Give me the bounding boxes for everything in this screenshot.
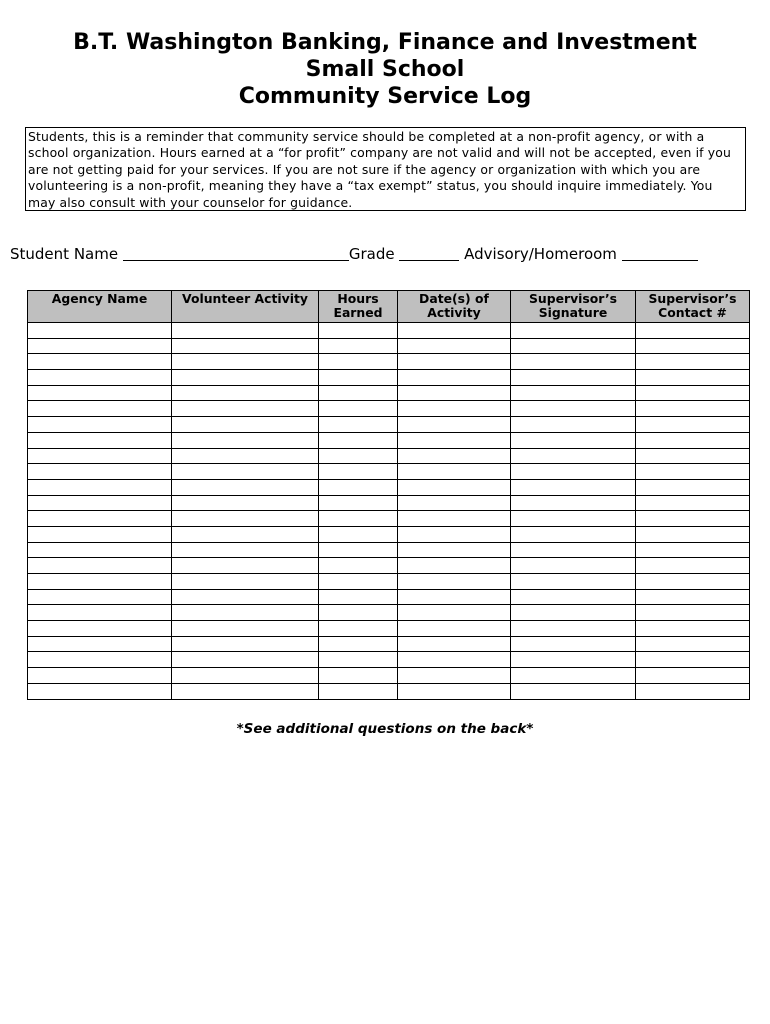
grade-label: Grade (348, 245, 395, 263)
column-header-volunteer-activity: Volunteer Activity (172, 291, 319, 323)
table-row (28, 511, 750, 527)
service-log-table (27, 290, 750, 700)
table-cell[interactable] (172, 495, 319, 511)
table-cell[interactable] (319, 479, 398, 495)
table-cell[interactable] (398, 652, 511, 668)
table-row (28, 558, 750, 574)
table-cell[interactable] (511, 495, 636, 511)
table-cell[interactable] (398, 401, 511, 417)
column-header-dates: Date(s) of Activity (398, 291, 511, 323)
table-cell[interactable] (511, 636, 636, 652)
table-cell[interactable] (319, 401, 398, 417)
table-cell[interactable] (511, 605, 636, 621)
table-cell[interactable] (636, 542, 750, 558)
table-cell[interactable] (172, 683, 319, 699)
student-name-label: Student Name (10, 245, 119, 263)
table-cell[interactable] (28, 668, 172, 684)
advisory-field[interactable] (622, 246, 698, 261)
table-cell[interactable] (28, 323, 172, 339)
table-cell[interactable] (28, 526, 172, 542)
grade-field[interactable] (399, 246, 459, 261)
document-title (0, 29, 770, 110)
table-cell[interactable] (398, 323, 511, 339)
table-row (28, 464, 750, 480)
table-cell[interactable] (28, 621, 172, 637)
table-cell[interactable] (28, 574, 172, 590)
table-cell[interactable] (172, 511, 319, 527)
title-line-3: Community Service Log (238, 84, 532, 109)
table-cell[interactable] (172, 479, 319, 495)
table-cell[interactable] (636, 448, 750, 464)
table-row (28, 605, 750, 621)
table-cell[interactable] (28, 370, 172, 386)
table-cell[interactable] (398, 385, 511, 401)
table-cell[interactable] (319, 558, 398, 574)
table-row (28, 683, 750, 699)
table-cell[interactable] (636, 464, 750, 480)
student-name-field[interactable] (123, 246, 349, 261)
column-header-supervisor-signature: Supervisor’s Signature (511, 291, 636, 323)
table-cell[interactable] (172, 589, 319, 605)
table-cell[interactable] (319, 417, 398, 433)
table-cell[interactable] (172, 323, 319, 339)
table-cell[interactable] (172, 652, 319, 668)
table-row (28, 448, 750, 464)
table-cell[interactable] (319, 636, 398, 652)
table-cell[interactable] (511, 574, 636, 590)
table-cell[interactable] (511, 668, 636, 684)
table-cell[interactable] (636, 683, 750, 699)
table-cell[interactable] (319, 432, 398, 448)
table-cell[interactable] (398, 495, 511, 511)
table-cell[interactable] (511, 370, 636, 386)
table-cell[interactable] (319, 511, 398, 527)
table-cell[interactable] (398, 464, 511, 480)
table-cell[interactable] (636, 479, 750, 495)
table-row (28, 542, 750, 558)
notice-box: Students, this is a reminder that community service should be completed at a non-profit agency, or with a school organization. Hours earned at a “for profit” company are not valid and will not be accepted, even if you are not getting paid for your services. If you are not sure if the agency or organization with which you are volunteering is a non-profit, meaning they have a “tax exempt” status, you should inquire immediately. You may also consult with your counselor for guidance. (25, 127, 746, 211)
table-body (28, 323, 750, 700)
table-cell[interactable] (511, 338, 636, 354)
table-cell[interactable] (28, 511, 172, 527)
table-cell[interactable] (511, 464, 636, 480)
table-cell[interactable] (636, 636, 750, 652)
table-cell[interactable] (511, 558, 636, 574)
table-cell[interactable] (636, 589, 750, 605)
column-header-agency-name: Agency Name (28, 291, 172, 323)
column-header-hours-earned: Hours Earned (319, 291, 398, 323)
table-cell[interactable] (511, 511, 636, 527)
table-row (28, 636, 750, 652)
table-cell[interactable] (511, 652, 636, 668)
table-row (28, 354, 750, 370)
advisory-label: Advisory/Homeroom (464, 245, 617, 263)
table-cell[interactable] (511, 683, 636, 699)
table-cell[interactable] (511, 526, 636, 542)
table-cell[interactable] (398, 526, 511, 542)
table-cell[interactable] (398, 479, 511, 495)
title-line-2: Small School (305, 57, 465, 82)
table-cell[interactable] (172, 621, 319, 637)
table-cell[interactable] (172, 448, 319, 464)
table-cell[interactable] (398, 636, 511, 652)
table-cell[interactable] (319, 448, 398, 464)
table-cell[interactable] (398, 558, 511, 574)
table-cell[interactable] (636, 526, 750, 542)
table-cell[interactable] (172, 574, 319, 590)
table-cell[interactable] (398, 589, 511, 605)
table-cell[interactable] (172, 605, 319, 621)
table-row (28, 621, 750, 637)
table-cell[interactable] (511, 479, 636, 495)
table-cell[interactable] (28, 652, 172, 668)
table-cell[interactable] (636, 385, 750, 401)
table-cell[interactable] (398, 605, 511, 621)
table-cell[interactable] (398, 417, 511, 433)
table-cell[interactable] (511, 354, 636, 370)
table-cell[interactable] (172, 354, 319, 370)
table-row (28, 370, 750, 386)
table-cell[interactable] (319, 370, 398, 386)
table-cell[interactable] (511, 432, 636, 448)
table-cell[interactable] (636, 605, 750, 621)
table-cell[interactable] (28, 432, 172, 448)
table-row (28, 479, 750, 495)
table-cell[interactable] (398, 338, 511, 354)
table-row (28, 338, 750, 354)
table-cell[interactable] (636, 401, 750, 417)
table-cell[interactable] (28, 495, 172, 511)
table-cell[interactable] (28, 354, 172, 370)
table-cell[interactable] (319, 464, 398, 480)
table-cell[interactable] (28, 417, 172, 433)
table-cell[interactable] (172, 432, 319, 448)
table-row (28, 401, 750, 417)
table-cell[interactable] (28, 589, 172, 605)
table-cell[interactable] (319, 323, 398, 339)
table-row (28, 574, 750, 590)
table-cell[interactable] (172, 417, 319, 433)
table-cell[interactable] (28, 385, 172, 401)
footer-note: *See additional questions on the back* (236, 721, 534, 737)
table-cell[interactable] (398, 542, 511, 558)
table-cell[interactable] (172, 668, 319, 684)
table-cell[interactable] (398, 354, 511, 370)
table-cell[interactable] (319, 574, 398, 590)
table-cell[interactable] (172, 401, 319, 417)
table-cell[interactable] (319, 605, 398, 621)
table-cell[interactable] (28, 401, 172, 417)
table-cell[interactable] (319, 354, 398, 370)
table-cell[interactable] (511, 385, 636, 401)
table-cell[interactable] (319, 683, 398, 699)
table-cell[interactable] (398, 621, 511, 637)
table-cell[interactable] (319, 385, 398, 401)
table-cell[interactable] (319, 542, 398, 558)
table-cell[interactable] (319, 589, 398, 605)
table-cell[interactable] (319, 338, 398, 354)
table-cell[interactable] (319, 526, 398, 542)
table-cell[interactable] (398, 448, 511, 464)
table-cell[interactable] (636, 621, 750, 637)
table-row (28, 589, 750, 605)
table-cell[interactable] (511, 417, 636, 433)
table-cell[interactable] (172, 464, 319, 480)
table-cell[interactable] (172, 370, 319, 386)
table-cell[interactable] (172, 636, 319, 652)
table-cell[interactable] (172, 385, 319, 401)
table-cell[interactable] (511, 542, 636, 558)
table-cell[interactable] (636, 574, 750, 590)
table-cell[interactable] (28, 338, 172, 354)
table-cell[interactable] (319, 668, 398, 684)
table-cell[interactable] (511, 589, 636, 605)
title-line-1: B.T. Washington Banking, Finance and Investment (73, 30, 697, 55)
table-cell[interactable] (511, 448, 636, 464)
table-cell[interactable] (319, 495, 398, 511)
table-cell[interactable] (172, 526, 319, 542)
table-cell[interactable] (28, 448, 172, 464)
table-cell[interactable] (172, 338, 319, 354)
table-cell[interactable] (636, 511, 750, 527)
table-cell[interactable] (636, 354, 750, 370)
table-cell[interactable] (398, 668, 511, 684)
table-cell[interactable] (636, 417, 750, 433)
table-row (28, 495, 750, 511)
column-header-supervisor-contact: Supervisor’s Contact # (636, 291, 750, 323)
table-cell[interactable] (398, 683, 511, 699)
table-cell[interactable] (28, 605, 172, 621)
table-cell[interactable] (172, 542, 319, 558)
student-info-line (10, 245, 698, 263)
table-cell[interactable] (636, 323, 750, 339)
table-row (28, 526, 750, 542)
table-cell[interactable] (28, 479, 172, 495)
table-cell[interactable] (511, 323, 636, 339)
table-cell[interactable] (636, 495, 750, 511)
table-cell[interactable] (398, 574, 511, 590)
table-cell[interactable] (319, 652, 398, 668)
table-cell[interactable] (28, 542, 172, 558)
table-cell[interactable] (636, 432, 750, 448)
table-header-row (28, 291, 750, 323)
table-cell[interactable] (398, 432, 511, 448)
table-cell[interactable] (636, 652, 750, 668)
table-cell[interactable] (28, 683, 172, 699)
table-row (28, 432, 750, 448)
table-cell[interactable] (28, 464, 172, 480)
table-cell[interactable] (511, 401, 636, 417)
table-cell[interactable] (398, 511, 511, 527)
table-cell[interactable] (636, 558, 750, 574)
table-row (28, 385, 750, 401)
table-row (28, 668, 750, 684)
table-cell[interactable] (636, 370, 750, 386)
table-cell[interactable] (511, 621, 636, 637)
table-cell[interactable] (636, 338, 750, 354)
table-cell[interactable] (636, 668, 750, 684)
table-row (28, 652, 750, 668)
table-row (28, 417, 750, 433)
table-cell[interactable] (398, 370, 511, 386)
table-cell[interactable] (28, 558, 172, 574)
table-cell[interactable] (319, 621, 398, 637)
table-row (28, 323, 750, 339)
table-cell[interactable] (172, 558, 319, 574)
table-cell[interactable] (28, 636, 172, 652)
